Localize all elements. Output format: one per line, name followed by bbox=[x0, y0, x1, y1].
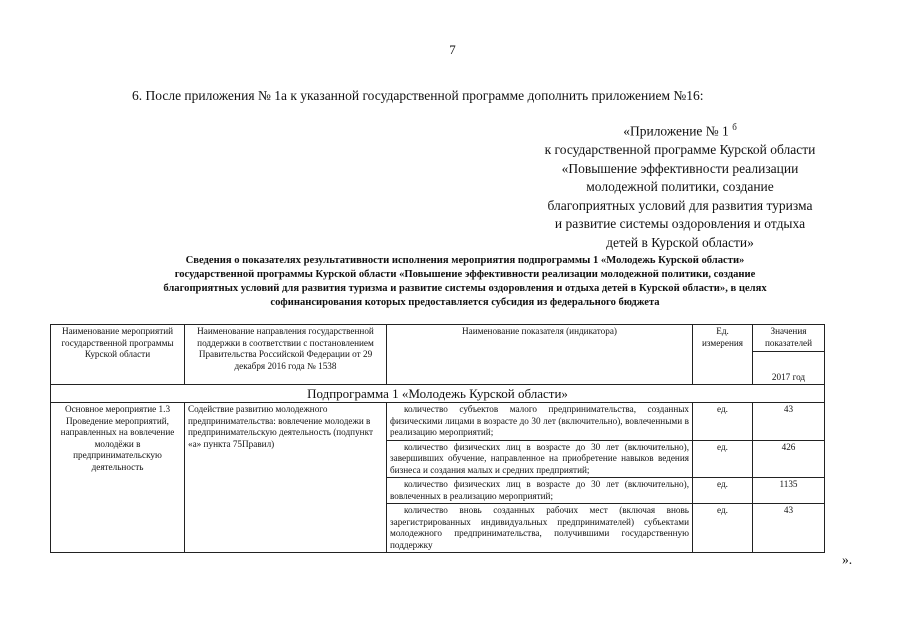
header-event: Наименование мероприятий государственной программы Курской области bbox=[51, 325, 185, 385]
indicator-cell: количество физических лиц в возрасте до 30 лет (включительно), вовлеченных в реализацию мероприятий; bbox=[387, 478, 693, 504]
table-row bbox=[51, 403, 825, 441]
unit-cell: ед. bbox=[693, 403, 753, 441]
annex-line: детей в Курской области» bbox=[606, 234, 754, 250]
header-values: Значения показателей bbox=[753, 325, 825, 352]
support-direction-cell: Содействие развитию молодежного предпринимательства: вовлечение молодежи в предпринимательскую деятельность (подпункт «а» пункта 75Правил) bbox=[185, 403, 387, 553]
closing-quote: ». bbox=[842, 552, 853, 567]
value-cell: 1135 bbox=[753, 478, 825, 504]
intro-text: 6. После приложения № 1а к указанной государственной программе дополнить приложением №16: bbox=[132, 88, 704, 103]
table-heading bbox=[70, 254, 860, 310]
heading-line: софинансирования которых предоставляется субсидия из федерального бюджета bbox=[270, 297, 660, 308]
value-cell: 43 bbox=[753, 504, 825, 553]
annex-line: «Повышение эффективности реализации bbox=[561, 160, 799, 176]
annex-line: к государственной программе Курской области bbox=[544, 142, 816, 157]
annex-title: «Приложение № 1 $^б$ bbox=[623, 122, 737, 139]
unit-cell: ед. bbox=[693, 440, 753, 478]
annex-line: и развитие системы оздоровления и отдыха bbox=[554, 216, 806, 231]
heading-line: благоприятных условий для развития туризма и развитие системы оздоровления и отдыха детей в Курской области», в целях bbox=[163, 283, 767, 294]
indicator-cell: количество физических лиц в возрасте до 30 лет (включительно), завершивших обучение, направленное на приобретение навыков ведения бизнеса и создания малых и средних предприятий; bbox=[387, 440, 693, 478]
header-support-direction: Наименование направления государственной поддержки в соответствии с постановлением Правительства Российской Федерации от 29 декабря 2016 года № 1538 bbox=[185, 325, 387, 385]
unit-cell: ед. bbox=[693, 504, 753, 553]
annex-caption bbox=[510, 118, 850, 252]
header-unit: Ед. измерения bbox=[693, 325, 753, 385]
annex-superscript: б bbox=[732, 122, 737, 132]
table-header-row bbox=[51, 325, 825, 352]
event-cell: Основное мероприятие 1.3 Проведение мероприятий, направленных на вовлечение молодёжи в предпринимательскую деятельность bbox=[51, 403, 185, 553]
header-year: 2017 год bbox=[753, 352, 825, 385]
annex-line: благоприятных условий для развития туризма bbox=[547, 197, 813, 213]
header-indicator: Наименование показателя (индикатора) bbox=[387, 325, 693, 385]
subprogram-title: Подпрограмма 1 «Молодежь Курской области» bbox=[51, 385, 825, 403]
unit-cell: ед. bbox=[693, 478, 753, 504]
indicator-cell: количество субъектов малого предпринимательства, созданных физическими лицами в возрасте до 30 лет (включительно), вовлеченными в реализацию мероприятий; bbox=[387, 403, 693, 441]
value-cell: 43 bbox=[753, 403, 825, 441]
subprogram-row bbox=[51, 385, 825, 403]
value-cell: 426 bbox=[753, 440, 825, 478]
heading-line: Сведения о показателях результативности исполнения мероприятия подпрограммы 1 «Молодежь Курской области» bbox=[185, 255, 745, 266]
indicators-table bbox=[50, 324, 825, 553]
indicator-cell: количество вновь созданных рабочих мест (включая вновь зарегистрированных индивидуальных предпринимателей) субъектами молодежного предпринимательства, получившими государственную поддержку bbox=[387, 504, 693, 553]
heading-line: государственной программы Курской области «Повышение эффективности реализации молодежной политики, создание bbox=[174, 269, 756, 280]
annex-line: молодежной политики, создание bbox=[586, 179, 774, 194]
page-number: 7 bbox=[449, 42, 456, 57]
